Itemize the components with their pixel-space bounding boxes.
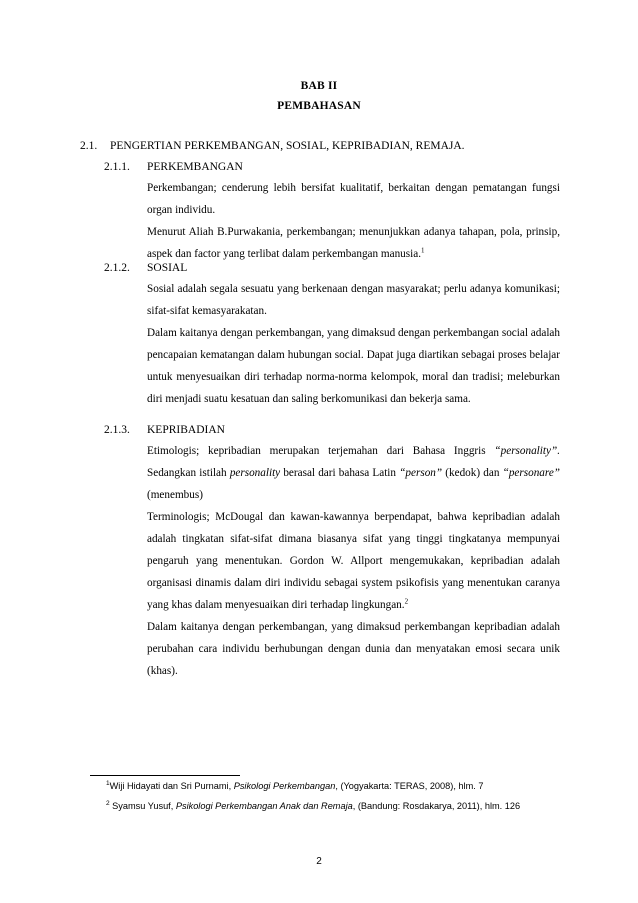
footnote: $^2$ Syamsu Yusuf, Psikologi Perkembangan Anak dan Remaja, (Bandung: Rosdakarya, 2011), hlm. 126 <box>106 799 521 811</box>
subsection-title: SOSIAL <box>147 262 188 274</box>
subsection-number: 2.1.2. <box>104 262 130 274</box>
subsection-body <box>147 278 560 410</box>
subsection-number: 2.1.1. <box>104 161 130 173</box>
section-number: 2.1. <box>80 140 98 152</box>
paragraph: Menurut Aliah B.Purwakania, perkembangan; menunjukkan adanya tahapan, pola, prinsip, aspek dan factor yang terlibat dalam perkembangan manusia.$^1$ <box>147 226 560 260</box>
paragraph: Dalam kaitanya dengan perkembangan, yang dimaksud perkembangan kepribadian adalah perubahan cara individu berhubungan dengan dunia dan menyatakan emosi secara unik (khas). <box>147 621 560 677</box>
paragraph: Etimologis; kepribadian merupakan terjemahan dari Bahasa Inggris “personality”. Sedangkan istilah personality berasal dari bahasa Latin “person” (kedok) dan “personare” (menembus) <box>147 445 561 501</box>
section-title: PENGERTIAN PERKEMBANGAN, SOSIAL, KEPRIBADIAN, REMAJA. <box>110 140 465 152</box>
subsection-title: PERKEMBANGAN <box>147 161 243 173</box>
subsection-number: 2.1.3. <box>104 424 130 436</box>
footnote: $^1$Wiji Hidayati dan Sri Purnami, Psikologi Perkembangan, (Yogyakarta: TERAS, 2008), hlm. 7 <box>106 779 484 791</box>
subsection-body <box>147 440 560 682</box>
paragraph: Dalam kaitanya dengan perkembangan, yang dimaksud dengan perkembangan social adalah pencapaian kematangan dalam hubungan social. Dapat juga diartikan sebagai proses belajar untuk menyesuaikan diri terhadap norma-norma kelompok, moral dan tradisi; meleburkan diri menjadi suatu kesatuan dan saling berkomunikasi dan bekerja sama. <box>147 327 560 405</box>
paragraph: Sosial adalah segala sesuatu yang berkenaan dengan masyarakat; perlu adanya komunikasi; sifat-sifat kemasyarakatan. <box>147 283 560 317</box>
chapter-label: BAB II <box>300 80 338 92</box>
paragraph: Perkembangan; cenderung lebih bersifat kualitatif, berkaitan dengan pematangan fungsi organ individu. <box>147 182 560 216</box>
chapter-title: PEMBAHASAN <box>277 100 361 112</box>
page-number: 2 <box>316 856 322 867</box>
subsection-body <box>147 177 560 265</box>
footnote-divider <box>90 775 240 776</box>
footnote-ref: 2 <box>404 597 409 606</box>
subsection-title: KEPRIBADIAN <box>147 424 225 436</box>
footnote-ref: 1 <box>421 246 425 255</box>
paragraph: Terminologis; McDougal dan kawan-kawannya berpendapat, bahwa kepribadian adalah adalah tingkatan sifat-sifat dimana biasanya sifat yang tinggi tingkatanya mempunyai pengaruh yang menentukan. Gordon W. Allport mengemukakan, kepribadian adalah organisasi dinamis dalam diri individu sebagai system psikofisis yang menentukan caranya yang khas dalam menyesuaikan diri terhadap lingkungan.$^2$ <box>147 511 560 611</box>
